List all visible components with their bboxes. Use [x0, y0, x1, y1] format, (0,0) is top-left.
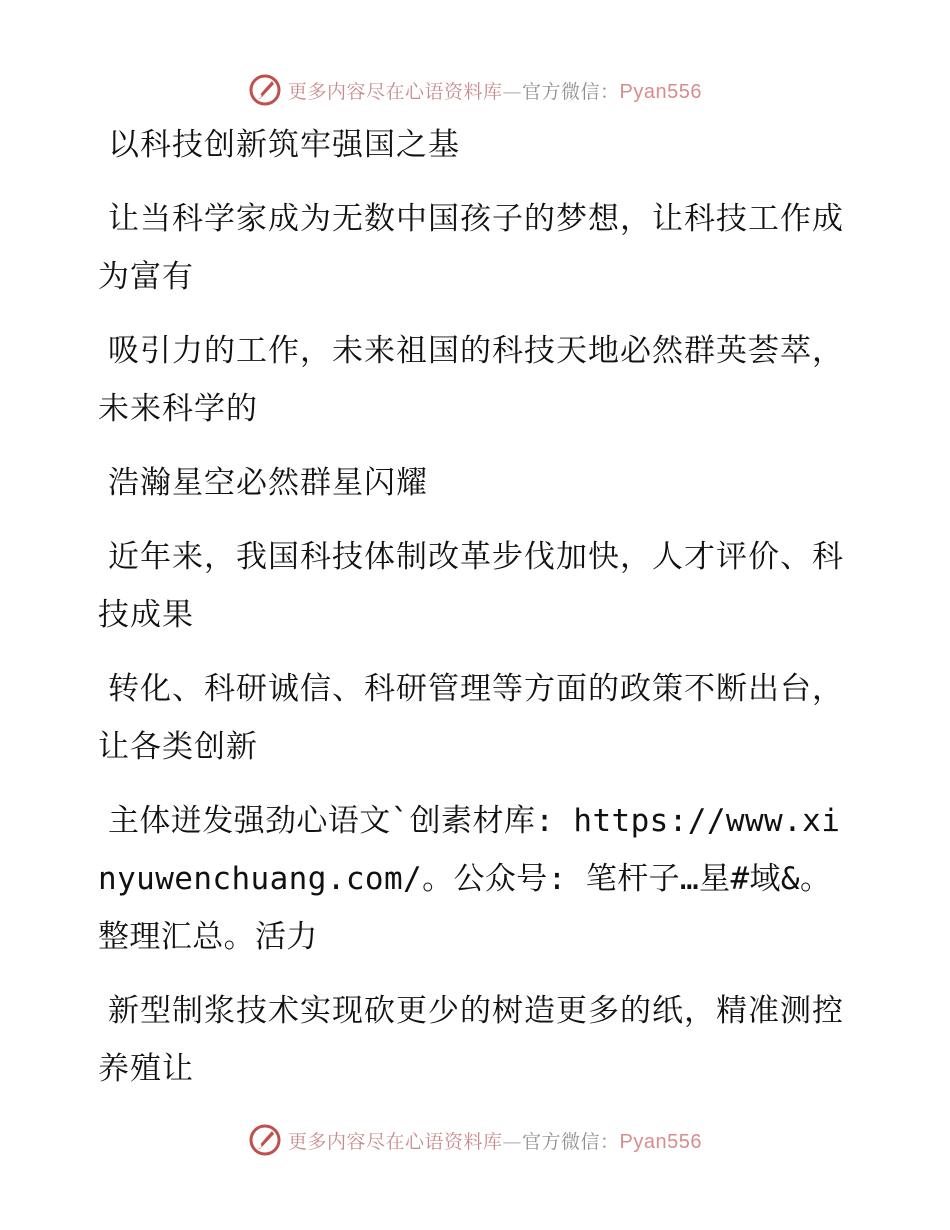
paragraph-3: 吸引力的工作，未来祖国的科技天地必然群英荟萃，未来科学的 — [98, 333, 844, 427]
circle-quill-logo-icon — [248, 73, 282, 107]
watermark-label: 官方微信： — [522, 80, 620, 103]
footer-watermark — [0, 1120, 950, 1160]
watermark-text — [288, 1127, 702, 1154]
watermark-wechat-id: Pyan556 — [619, 80, 702, 103]
header-watermark — [0, 70, 950, 110]
watermark-separator: — — [502, 1130, 523, 1153]
watermark-wechat-id: Pyan556 — [619, 1130, 702, 1153]
paragraph-6: 转化、科研诚信、科研管理等方面的政策不断出台，让各类创新 — [98, 671, 844, 765]
paragraph-7: 主体迸发强劲心语文`创素材库: https://www.xinyuwenchuang.com/。公众号: 笔杆子…星#域&。整理汇总。活力 — [98, 803, 841, 955]
watermark-label: 官方微信： — [522, 1130, 620, 1153]
paragraph-5: 近年来，我国科技体制改革步伐加快，人才评价、科技成果 — [98, 539, 844, 633]
watermark-text — [288, 77, 702, 104]
circle-quill-logo-icon — [248, 1123, 282, 1157]
watermark-slogan: 更多内容尽在心语资料库 — [288, 80, 503, 103]
document-body — [98, 116, 858, 1114]
watermark-slogan: 更多内容尽在心语资料库 — [288, 1130, 503, 1153]
paragraph-2: 让当科学家成为无数中国孩子的梦想，让科技工作成为富有 — [98, 201, 844, 295]
paragraph-8: 新型制浆技术实现砍更少的树造更多的纸，精准测控养殖让 — [98, 993, 844, 1087]
paragraph-1: 以科技创新筑牢强国之基 — [108, 127, 460, 163]
paragraph-4: 浩瀚星空必然群星闪耀 — [108, 465, 428, 501]
watermark-separator: — — [502, 80, 523, 103]
